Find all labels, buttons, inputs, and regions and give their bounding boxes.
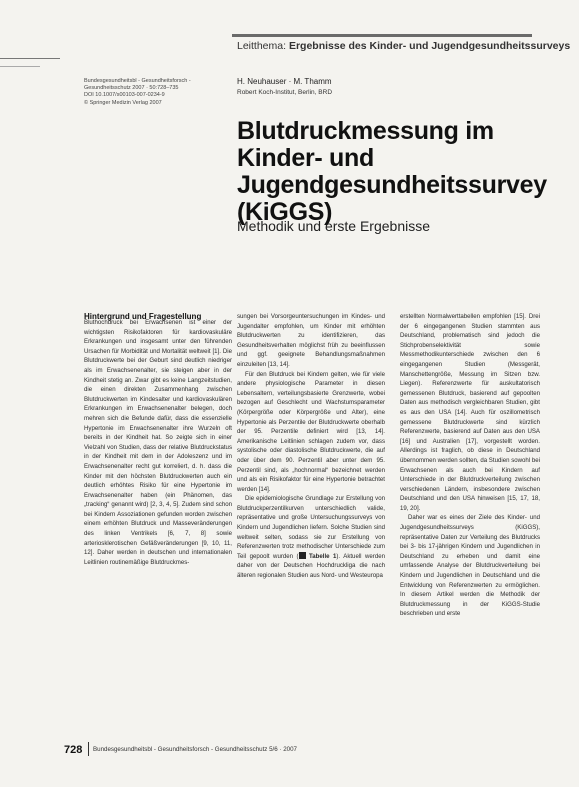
section-prefix: Leitthema: — [237, 40, 289, 52]
section-heading: Hintergrund und Fragestellung — [84, 312, 202, 321]
text-column-2 — [237, 312, 385, 581]
paragraph-text: ). Aktuell werden daher von der Deutschen Hochdruckliga die nach älteren regionalen Studien aus Nord- und Westeuropa — [237, 552, 385, 580]
publication-info — [84, 78, 230, 107]
affiliation: Robert Koch-Institut, Berlin, BRD — [237, 89, 333, 96]
paragraph: erstellten Normalwerttabellen empfohlen [15]. Drei der 6 eingegangenen Studien stammten aus Deutschland, problematisch sind jedoch die Stichprobenselektivität sowie Messmethodikunterschiede zwischen den 6 eingegangenen Studien (Messgerät, Manschettengröße, Messung im Sitzen bzw. Liegen). Referenzwerte für auskultatorisch gemessenen Blutdruck, basierend auf gepoolten Daten aus methodisch vergleichbaren Studien, gibt es aus den USA [14]. Auch für oszillometrisch gemessene Blutdruckwerte sind kürzlich Referenzwerte, basierend auf Daten aus den USA [16] und Australien [17], vorgestellt worden. Allerdings ist fraglich, ob diese in Deutschland übernommen werden sollten, da Studien sowohl bei Erwachsenen als auch bei Kindern auf Unterschiede in der Blutdruckverteilung zwischen verschiedenen Ländern, insbesondere zwischen Deutschland und den USA hinweisen [15, 17, 18, 19, 20]. — [400, 313, 540, 512]
text-column-1 — [84, 318, 232, 567]
paragraph-text: Die epidemiologische Grundlage zur Erstellung von Blutdruckperzentilkurven unterschiedlich valide, repräsentative und große Untersuchungssurveys von Kindern und Jugendlichen liefern. Solche Studien sind weltweit selten, sodass sie zur Erstellung von Referenzwerten trotz methodischer Unterschiede zum Teil gepoolt wurden ( — [237, 495, 385, 560]
header-rule — [232, 34, 532, 37]
authors: H. Neuhauser · M. Thamm — [237, 77, 332, 86]
paragraph: Daher war es eines der Ziele des Kinder- und Jugendgesundheitssurveys (KiGGS), repräsentative Daten zur Verteilung des Blutdrucks bei 3- bis 17-jährigen Kindern und Jugendlichen in Deutschland zu erheben und damit eine umfassende Analyse der Blutdruckverteilung bei Kindern und Jugendlichen in Deutschland und die Entwicklung von Referenzwerten zu ermöglichen. In diesem Artikel werden die Methodik der Blutdruckmessung in der KiGGS-Studie beschrieben und erste — [400, 514, 540, 618]
journal-volume: Gesundheitsschutz 2007 · 50:728–735 — [84, 85, 179, 92]
paragraph: sungen bei Vorsorgeuntersuchungen im Kindes- und Jugendalter empfohlen, um Kinder mit erhöhten Blutdruckwerten zu identifizieren, das Gesundheitsverhalten möglichst früh zu beeinflussen und ggf. geeignete Behandlungsmaßnahmen einzuleiten [13, 14]. — [237, 313, 385, 368]
section-title: Ergebnisse des Kinder- und Jugendgesundheitssurveys — [288, 40, 571, 52]
footer-citation: Bundesgesundheitsbl - Gesundheitsforsch - Gesundheitsschutz 5/6 · 2007 — [93, 746, 297, 753]
crop-mark — [0, 66, 40, 67]
doi: DOI 10.1007/s00103-007-0234-9 — [84, 92, 165, 99]
paragraph: Für den Blutdruck bei Kindern gelten, wie für viele andere physiologische Parameter in diesen Lebensaltern, verteilungsbasierte Grenzwerte, wobei bezogen auf Geschlecht und Wachstumsparameter (Körpergröße oder Körpergröße und Alter), eine Hypertonie als Perzentile der Blutdruckwerte oberhalb der 95. Perzentile definiert wird [13, 14]. Amerikanische Leitlinien schlagen zudem vor, dass systolische oder diastolische Blutdruckwerte, die auf oder über dem 90. Perzentil aber unter dem 95. Perzentil sind, als „hochnormal“ bezeichnet werden und als ein Risikofaktor für eine Hypertonie betrachtet werden [14]. — [237, 370, 385, 493]
section-label — [237, 40, 570, 52]
crop-mark — [0, 58, 60, 59]
page-number: 728 — [64, 744, 83, 756]
copyright: © Springer Medizin Verlag 2007 — [84, 99, 162, 106]
paragraph: Bluthochdruck bei Erwachsenen ist einer der wichtigsten Risikofaktoren für kardiovaskuläre Erkrankungen und insgesamt unter den führenden Ursachen für Morbidität und Mortalität weltweit [1]. Die Blutdruckwerte bei der Geburt sind deutlich niedriger als im Erwachsenenalter, sie steigen aber in der Kindheit stetig an. Zwar gibt es keine Langzeitstudien, die einen direkten Zusammenhang zwischen Blutdruckwerten im Kindesalter und kardiovaskulären Erkrankungen im Erwachsenenalter belegen, doch mehren sich die Befunde dafür, dass die essenzielle Hypertonie im Erwachsenenalter ihre Wurzeln oft bereits in der Kindheit hat. So zeigte sich in einer Vielzahl von Studien, dass der relative Blutdruckstatus in der Kindheit mit dem in der Adoleszenz und im Erwachsenenalter recht gut korreliert, d. h. dass die Kinder mit den höchsten Blutdruckwerten auch ein deutlich erhöhtes Risiko für eine Hypertonie im Erwachsenenalter haben (ein Phänomen, das „tracking“ genannt wird) [2, 3, 4, 5]. Zudem sind schon bei Kindern Assoziationen gefunden worden zwischen einem erhöhten Blutdruck und Masseveränderungen des linken Ventrikels [6, 7, 8] sowie arteriosklerotischen Gefäßveränderungen [9, 10, 11, 12]. Daher werden in deutschen und internationalen Leitlinien routinemäßige Blutdruckmes- — [84, 319, 232, 566]
paragraph — [237, 494, 385, 580]
article-subtitle: Methodik und erste Ergebnisse — [237, 218, 430, 234]
table-reference[interactable]: Tabelle 1 — [309, 552, 337, 560]
article-title: Blutdruckmessung im Kinder- und Jugendgesundheitssurvey (KiGGS) — [237, 117, 547, 226]
footer-divider — [88, 742, 89, 756]
text-column-3 — [400, 312, 540, 619]
journal-name: Bundesgesundheitsbl - Gesundheitsforsch - — [84, 78, 191, 84]
table-ref-icon — [299, 552, 306, 559]
